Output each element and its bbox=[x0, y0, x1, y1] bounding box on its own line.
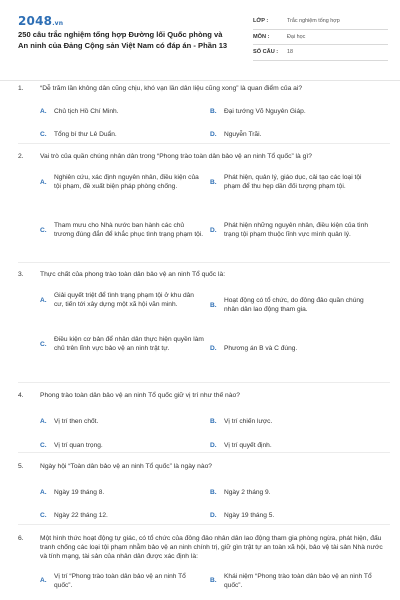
options bbox=[40, 161, 388, 263]
question-text: Ngày hội “Toàn dân bảo vệ an ninh Tổ quốc” là ngày nào? bbox=[40, 463, 213, 470]
option-letter: A. bbox=[40, 577, 47, 585]
logo-suffix: .vn bbox=[52, 20, 64, 27]
option-text: Nghiên cứu, xác định nguyên nhân, điều kiện của tội phạm, đề xuất biện pháp phòng chống. bbox=[54, 174, 199, 191]
option-text: Ngày 2 tháng 9. bbox=[224, 489, 271, 497]
option-a[interactable] bbox=[40, 291, 204, 309]
options bbox=[40, 562, 388, 592]
option-text: Hoạt động có tổ chức, do đông đảo quần chúng nhân dân lao động tham gia. bbox=[224, 297, 364, 314]
question-6 bbox=[18, 534, 390, 592]
option-text: Khái niệm “Phong trào toàn dân bảo vệ an ninh Tổ quốc”. bbox=[224, 572, 372, 589]
meta-value: Đại học bbox=[287, 33, 306, 40]
logo-main: 2048 bbox=[18, 14, 53, 28]
question-text: Thực chất của phong trào toàn dân bảo vệ an ninh Tổ quốc là: bbox=[40, 271, 226, 278]
option-d[interactable] bbox=[210, 441, 374, 450]
option-letter: B. bbox=[210, 418, 217, 426]
option-letter: B. bbox=[210, 489, 217, 497]
question-separator bbox=[18, 452, 390, 453]
option-text: Đại tướng Võ Nguyên Giáp. bbox=[224, 108, 306, 116]
option-letter: B. bbox=[210, 577, 217, 585]
question-2 bbox=[18, 152, 390, 263]
option-text: Vị trí then chốt. bbox=[54, 418, 99, 426]
document-title: 250 câu trắc nghiệm tổng hợp Đường lối Quốc phòng và An ninh của Đảng Cộng sản Việt Nam có đáp án - Phần 13 bbox=[18, 30, 228, 50]
meta-value: Trắc nghiệm tổng hợp bbox=[287, 18, 340, 25]
question-number: 5. bbox=[18, 463, 24, 470]
option-letter: A. bbox=[40, 296, 47, 304]
question-number: 4. bbox=[18, 392, 24, 399]
option-c[interactable] bbox=[40, 511, 204, 520]
question-stem bbox=[18, 534, 390, 562]
question-text: Vai trò của quần chúng nhân dân trong “Phong trào toàn dân bảo vệ an ninh Tổ quốc” là gì? bbox=[40, 153, 312, 160]
option-a[interactable] bbox=[40, 488, 204, 497]
option-text: Ngày 22 tháng 12. bbox=[54, 512, 108, 520]
option-text: Phát hiện, quản lý, giáo dục, cải tạo các loại tội phạm để thu hẹp dần đối tượng phạm tội. bbox=[224, 174, 362, 191]
option-a[interactable] bbox=[40, 417, 204, 426]
question-stem bbox=[18, 84, 390, 93]
option-letter: B. bbox=[210, 108, 217, 116]
option-letter: C. bbox=[40, 131, 47, 139]
question-separator bbox=[18, 524, 390, 525]
question-number: 1. bbox=[18, 85, 24, 92]
options bbox=[40, 93, 388, 139]
question-text: Một hình thức hoạt động tự giác, có tổ chức của đông đảo nhân dân lao động tham gia phòng ngừa, phát hiện, đấu tranh chống các loại tội phạm nhằm bảo vệ an ninh chính trị, giữ gìn trật tự an toàn xã hội, bảo vệ tài sản Nhà nước và tính mạng, tài sản của nhân dân được xác định là: bbox=[40, 535, 383, 561]
option-letter: A. bbox=[40, 489, 47, 497]
option-c[interactable] bbox=[40, 335, 204, 353]
option-a[interactable] bbox=[40, 173, 204, 191]
option-text: Vị trí quyết định. bbox=[224, 442, 272, 450]
option-letter: D. bbox=[210, 512, 217, 520]
options bbox=[40, 471, 388, 523]
option-d[interactable] bbox=[210, 221, 374, 239]
question-stem bbox=[18, 391, 390, 400]
question-5 bbox=[18, 462, 390, 523]
option-letter: B. bbox=[210, 301, 217, 309]
question-text: Phong trào toàn dân bảo vệ an ninh Tổ quốc giữ vị trí như thế nào? bbox=[40, 392, 240, 399]
option-letter: C. bbox=[40, 512, 47, 520]
option-letter: B. bbox=[210, 178, 217, 186]
question-number: 3. bbox=[18, 271, 24, 278]
option-letter: D. bbox=[210, 226, 217, 234]
option-text: Chủ tịch Hồ Chí Minh. bbox=[54, 108, 119, 116]
option-letter: D. bbox=[210, 345, 217, 353]
option-b[interactable] bbox=[210, 417, 374, 426]
question-number: 6. bbox=[18, 535, 24, 542]
option-d[interactable] bbox=[210, 344, 374, 353]
option-text: Giải quyết triệt để tình trạng phạm tội ở khu dân cư, tiến tới xây dựng một xã hội văn minh. bbox=[54, 292, 194, 309]
option-letter: C. bbox=[40, 226, 47, 234]
question-1 bbox=[18, 84, 390, 139]
option-c[interactable] bbox=[40, 441, 204, 450]
option-d[interactable] bbox=[210, 511, 374, 520]
options bbox=[40, 400, 388, 452]
question-separator bbox=[18, 262, 390, 263]
option-b[interactable] bbox=[210, 572, 374, 590]
header-divider bbox=[0, 80, 400, 81]
meta-row-class bbox=[253, 14, 388, 30]
question-4 bbox=[18, 391, 390, 452]
question-stem bbox=[18, 270, 390, 279]
option-text: Phương án B và C đúng. bbox=[224, 345, 298, 353]
option-letter: D. bbox=[210, 442, 217, 450]
option-b[interactable] bbox=[210, 107, 374, 116]
option-text: Ngày 19 tháng 5. bbox=[224, 512, 275, 520]
meta-label: SỐ CÂU : bbox=[253, 49, 279, 56]
option-text: Điều kiện cơ bản để nhân dân thực hiện quyền làm chủ trên lĩnh vực bảo vệ an ninh trật tự. bbox=[54, 336, 204, 353]
option-a[interactable] bbox=[40, 572, 204, 590]
meta-row-subject bbox=[253, 30, 388, 46]
option-c[interactable] bbox=[40, 130, 204, 139]
option-text: Tổng bí thư Lê Duẩn. bbox=[54, 131, 117, 139]
option-text: Vị trí chiến lược. bbox=[224, 418, 273, 426]
question-stem bbox=[18, 152, 390, 161]
meta-row-count bbox=[253, 45, 388, 61]
option-text: Ngày 19 tháng 8. bbox=[54, 489, 105, 497]
option-letter: C. bbox=[40, 340, 47, 348]
option-letter: A. bbox=[40, 178, 47, 186]
option-letter: A. bbox=[40, 108, 47, 116]
question-number: 2. bbox=[18, 153, 24, 160]
options bbox=[40, 279, 388, 381]
option-text: Tham mưu cho Nhà nước ban hành các chủ trương đúng đắn để khắc phục tình trạng phạm tội. bbox=[54, 222, 204, 239]
document-header bbox=[18, 14, 388, 76]
option-letter: A. bbox=[40, 418, 47, 426]
option-c[interactable] bbox=[40, 221, 204, 239]
option-text: Phát hiện những nguyên nhân, điều kiện của tình trạng tội phạm thuộc lĩnh vực mình quản lý. bbox=[224, 222, 369, 239]
option-text: Vị trí “Phong trào toàn dân bảo vệ an ninh Tổ quốc”. bbox=[54, 572, 186, 589]
meta-value: 18 bbox=[287, 49, 293, 56]
meta-label: LỚP : bbox=[253, 18, 269, 25]
option-letter: D. bbox=[210, 131, 217, 139]
option-b[interactable] bbox=[210, 173, 374, 191]
question-stem bbox=[18, 462, 390, 471]
question-separator bbox=[18, 143, 390, 144]
question-text: “Dễ trăm lần không dân cũng chịu, khó vạn lần dân liệu cũng xong” là quan điểm của ai? bbox=[40, 85, 303, 92]
meta-table bbox=[253, 14, 388, 61]
option-b[interactable] bbox=[210, 488, 374, 497]
meta-label: MÔN : bbox=[253, 33, 270, 40]
option-text: Nguyễn Trãi. bbox=[224, 131, 262, 139]
option-letter: C. bbox=[40, 442, 47, 450]
option-a[interactable] bbox=[40, 107, 204, 116]
option-b[interactable] bbox=[210, 296, 374, 314]
question-separator bbox=[18, 382, 390, 383]
question-3 bbox=[18, 270, 390, 381]
option-text: Vị trí quan trọng. bbox=[54, 442, 103, 450]
option-d[interactable] bbox=[210, 130, 374, 139]
